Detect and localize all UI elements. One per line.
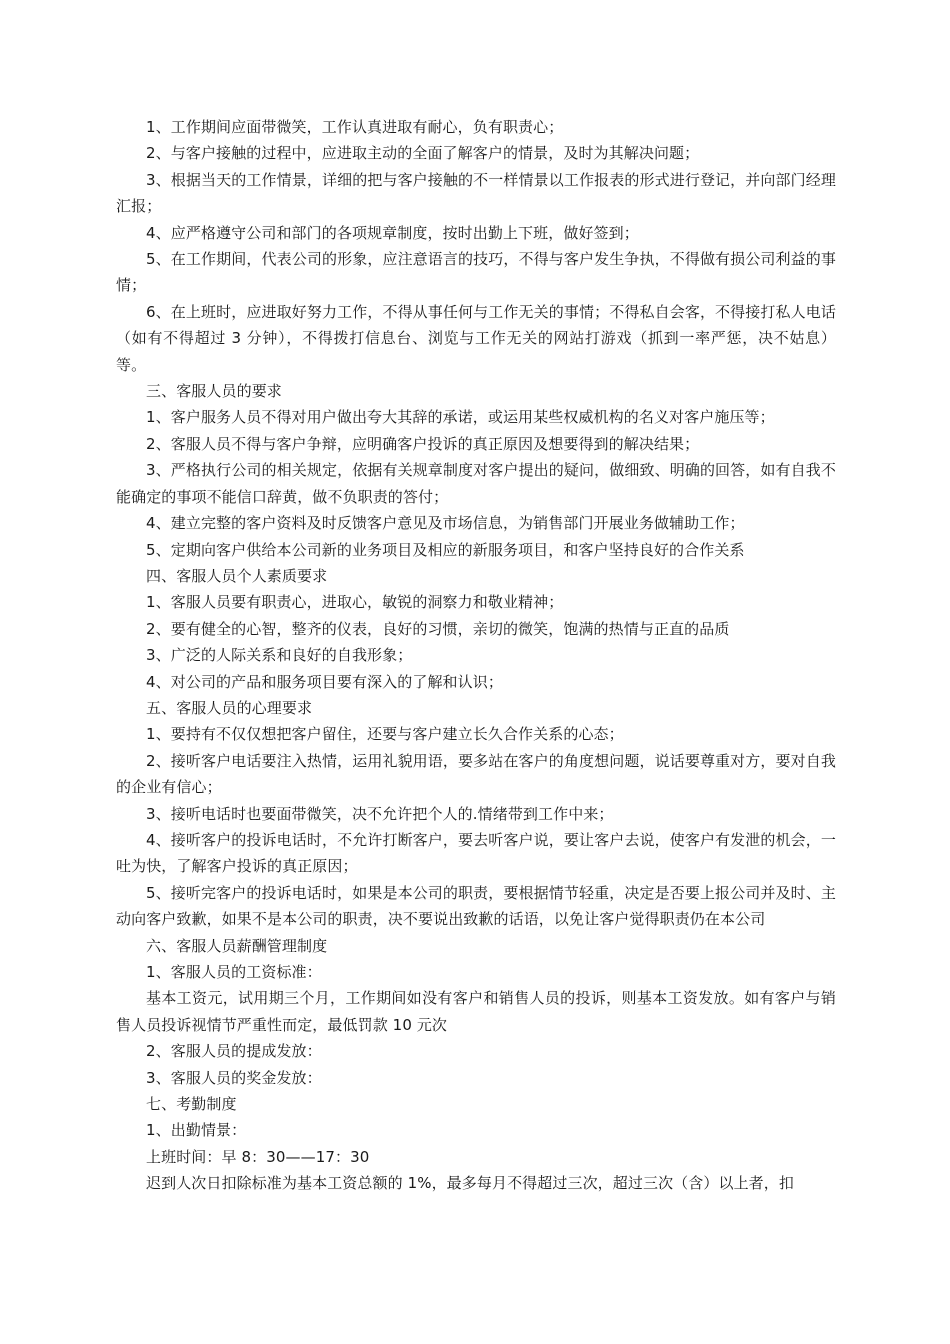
paragraph: 4、对公司的产品和服务项目要有深入的了解和认识；	[146, 672, 503, 691]
paragraph: 2、与客户接触的过程中，应进取主动的全面了解客户的情景，及时为其解决问题；	[146, 144, 700, 163]
paragraph: 1、出勤情景：	[146, 1121, 247, 1140]
paragraph: 4、建立完整的客户资料及时反馈客户意见及市场信息，为销售部门开展业务做辅助工作；	[146, 514, 745, 533]
paragraph: 2、要有健全的心智，整齐的仪表，良好的习惯，亲切的微笑，饱满的热情与正直的品质	[146, 619, 730, 638]
paragraph: 3、客服人员的奖金发放：	[146, 1068, 322, 1087]
paragraph: 3、严格执行公司的相关规定，依据有关规章制度对客户提出的疑问，做细致、明确的回答，如有自我不能确定的事项不能信口辞黄，做不负职责的答付；	[116, 461, 836, 506]
section-heading: 七、考勤制度	[146, 1095, 237, 1114]
section-heading: 五、客服人员的心理要求	[146, 698, 313, 717]
paragraph: 4、应严格遵守公司和部门的各项规章制度，按时出勤上下班，做好签到；	[146, 223, 639, 242]
paragraph: 迟到人次日扣除标准为基本工资总额的 1%，最多每月不得超过三次，超过三次（含）以上者，扣	[146, 1174, 794, 1193]
paragraph: 4、接听客户的投诉电话时，不允许打断客户，要去听客户说，要让客户去说，使客户有发泄的机会，一吐为快，了解客户投诉的真正原因；	[116, 830, 836, 876]
paragraph: 3、广泛的人际关系和良好的自我形象；	[146, 646, 413, 665]
paragraph: 1、客户服务人员不得对用户做出夸大其辞的承诺，或运用某些权威机构的名义对客户施压等；	[146, 408, 775, 427]
paragraph: 1、客服人员的工资标准：	[146, 963, 322, 981]
section-heading: 四、客服人员个人素质要求	[146, 566, 328, 585]
paragraph: 3、接听电话时也要面带微笑，决不允许把个人的.情绪带到工作中来；	[146, 804, 614, 823]
paragraph: 5、定期向客户供给本公司新的业务项目及相应的新服务项目，和客户坚持良好的合作关系	[146, 540, 745, 559]
document-body	[116, 114, 836, 1197]
section-heading: 六、客服人员薪酬管理制度	[146, 936, 328, 955]
paragraph: 3、根据当天的工作情景，详细的把与客户接触的不一样情景以工作报表的形式进行登记，并向部门经理汇报；	[116, 170, 836, 216]
paragraph: 6、在上班时，应进取好努力工作，不得从事任何与工作无关的事情；不得私自会客，不得接打私人电话（如有不得超过 3 分钟），不得拨打信息台、浏览与工作无关的网站打游戏（抓到一率严惩，决不姑息）等。	[116, 302, 836, 374]
paragraph: 1、客服人员要有职责心，进取心，敏锐的洞察力和敬业精神；	[146, 593, 564, 612]
paragraph: 5、在工作期间，代表公司的形象，应注意语言的技巧，不得与客户发生争执，不得做有损公司利益的事情；	[116, 250, 836, 295]
paragraph: 1、工作期间应面带微笑，工作认真进取有耐心，负有职责心；	[146, 118, 564, 136]
section-heading: 三、客服人员的要求	[146, 382, 282, 401]
paragraph: 2、接听客户电话要注入热情，运用礼貌用语，要多站在客户的角度想问题，说话要尊重对方，要对自我的企业有信心；	[116, 751, 836, 797]
paragraph: 5、接听完客户的投诉电话时，如果是本公司的职责，要根据情节轻重，决定是否要上报公司并及时、主动向客户致歉，如果不是本公司的职责，决不要说出致歉的话语，以免让客户觉得职责仍在本公司	[116, 883, 836, 929]
paragraph: 上班时间：早 8：30——17：30	[146, 1147, 370, 1166]
paragraph: 2、客服人员的提成发放：	[146, 1042, 322, 1061]
paragraph: 2、客服人员不得与客户争辩，应明确客户投诉的真正原因及想要得到的解决结果；	[146, 434, 700, 453]
paragraph: 基本工资元，试用期三个月，工作期间如没有客户和销售人员的投诉，则基本工资发放。如有客户与销售人员投诉视情节严重性而定，最低罚款 10 元次	[116, 989, 836, 1034]
paragraph: 1、要持有不仅仅想把客户留住，还要与客户建立长久合作关系的心态；	[146, 725, 624, 744]
